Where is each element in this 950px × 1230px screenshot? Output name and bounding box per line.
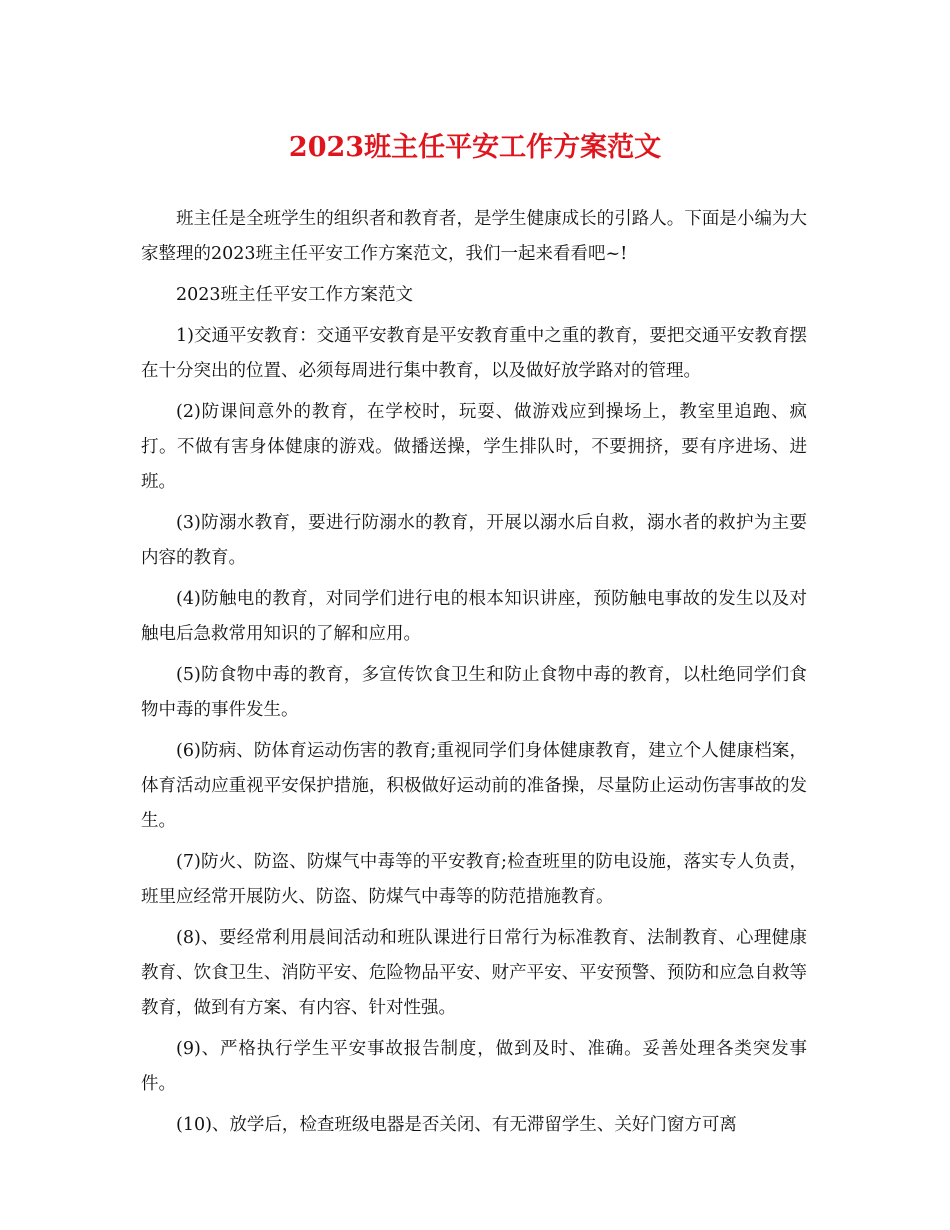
paragraph-item-5: (5)防食物中毒的教育，多宣传饮食卫生和防止食物中毒的教育，以杜绝同学们食物中毒的事件发生。: [141, 665, 807, 720]
paragraph-item-2: (2)防课间意外的教育，在学校时，玩耍、做游戏应到操场上，教室里追跑、疯打。不做有害身体健康的游戏。做播送操，学生排队时，不要拥挤，要有序进场、进班。: [141, 402, 807, 492]
paragraph-item-8: (8)、要经常利用晨间活动和班队课进行日常行为标准教育、法制教育、心理健康教育、饮食卫生、消防平安、危险物品平安、财产平安、平安预警、预防和应急自救等教育，做到有方案、有内容、针对性强。: [141, 928, 807, 1018]
document-body: [141, 202, 807, 1149]
paragraph-item-3: (3)防溺水教育，要进行防溺水的教育，开展以溺水后自救，溺水者的救护为主要内容的教育。: [141, 513, 807, 568]
paragraph-item-4: (4)防触电的教育，对同学们进行电的根本知识讲座，预防触电事故的发生以及对触电后急救常用知识的了解和应用。: [141, 589, 807, 644]
paragraph-item-6: (6)防病、防体育运动伤害的教育;重视同学们身体健康教育，建立个人健康档案，体育活动应重视平安保护措施，积极做好运动前的准备操，尽量防止运动伤害事故的发生。: [141, 741, 807, 831]
paragraph-item-1: 1)交通平安教育：交通平安教育是平安教育重中之重的教育，要把交通平安教育摆在十分突出的位置、必须每周进行集中教育，以及做好放学路对的管理。: [141, 326, 807, 381]
document-title: 2023班主任平安工作方案范文: [288, 132, 662, 163]
paragraph-item-7: (7)防火、防盗、防煤气中毒等的平安教育;检查班里的防电设施，落实专人负责，班里应经常开展防火、防盗、防煤气中毒等的防范措施教育。: [141, 852, 807, 907]
paragraph-subtitle: 2023班主任平安工作方案范文: [176, 285, 414, 305]
paragraph-item-10: (10)、放学后，检查班级电器是否关闭、有无滞留学生、关好门窗方可离: [176, 1115, 737, 1135]
paragraph-intro: 班主任是全班学生的组织者和教育者，是学生健康成长的引路人。下面是小编为大家整理的2023班主任平安工作方案范文，我们一起来看看吧~!: [141, 209, 807, 264]
paragraph-item-9: (9)、严格执行学生平安事故报告制度，做到及时、准确。妥善处理各类突发事件。: [141, 1039, 807, 1094]
